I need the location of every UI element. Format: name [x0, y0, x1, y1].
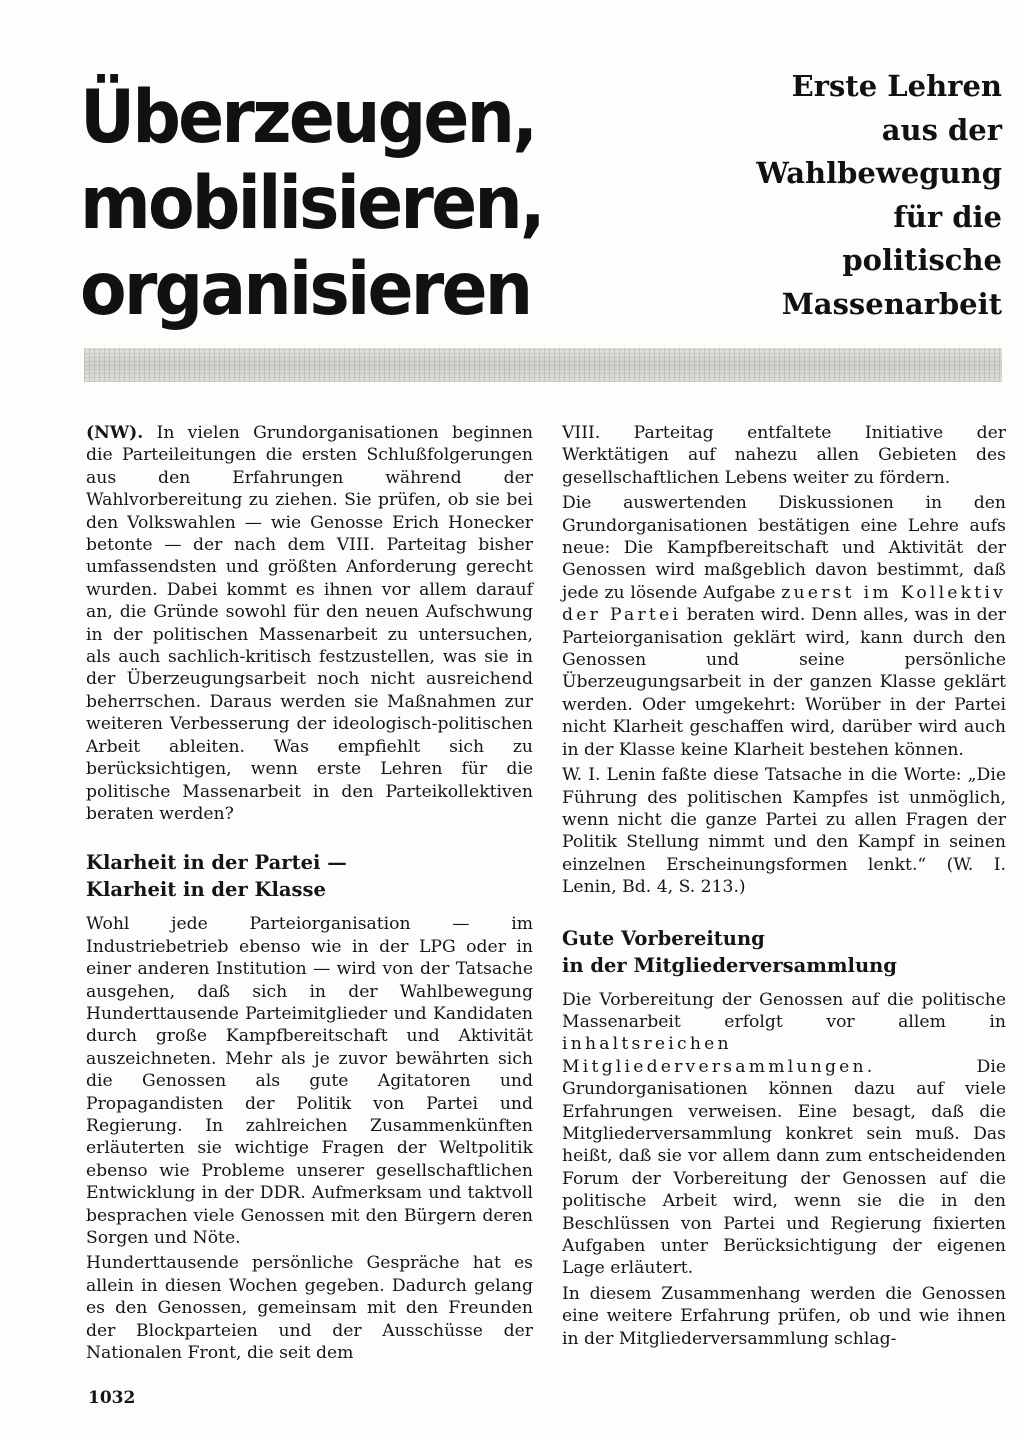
text-run: beraten wird. Denn alles, was in der Parteiorganisation geklärt wird, kann durch den Genossen und seine persönliche Überzeugungsarbeit in der ganzen Klasse geklärt werden. Oder umgekehrt: Worüber in der Partei nicht Klarheit geschaffen wird, darüber wird auch in der Klasse keine Klarheit bestehen können.	[562, 605, 1006, 760]
body-paragraph: Wohl jede Parteiorganisation — im Industriebetrieb ebenso wie in der LPG oder in einer anderen Institution — wird von der Tatsache ausgehen, daß sich in der Wahlbewegung Hunderttausende Parteimitglieder und Kandidaten durch große Kampfbereitschaft und Aktivität auszeichneten. Mehr als je zuvor bewährten sich die Genossen als gute Agitatoren und Propagandisten der Politik von Partei und Regierung. In zahlreichen Zusammenkünften erläuterten sie wichtige Fragen der Weltpolitik ebenso wie Probleme unserer gesellschaftlichen Entwicklung in der DDR. Aufmerksam und taktvoll besprachen viele Genossen mit den Bürgern deren Sorgen und Nöte.	[86, 914, 533, 1248]
subheadline-line-5: politische	[842, 243, 1002, 277]
subheadline-line-4: für die	[893, 199, 1002, 234]
headline-line-1: Überzeugen,	[80, 75, 536, 160]
headline-line-2: mobilisieren,	[80, 161, 543, 246]
emphasis-text: zuerst im Kollektiv der Partei	[562, 582, 1007, 626]
subheadline-line-1: Erste Lehren	[791, 69, 1002, 103]
page-number: 1032	[88, 1388, 136, 1408]
body-paragraph	[562, 989, 1006, 1280]
section-heading-line: in der Mitgliederversammlung	[562, 953, 897, 977]
subheadline-line-6: Massenarbeit	[781, 286, 1002, 321]
subheadline	[682, 65, 1002, 326]
section-heading-line: Klarheit in der Klasse	[86, 878, 326, 902]
right-column	[562, 422, 1006, 1350]
body-paragraph	[562, 492, 1006, 761]
body-paragraph: VIII. Parteitag entfaltete Initiative der Werktätigen auf nahezu allen Gebieten des gesellschaftlichen Lebens weiter zu fördern.	[562, 423, 1006, 488]
left-column	[86, 422, 533, 1364]
text-run: Die auswertenden Diskussionen in den Grundorganisationen bestätigen eine Lehre aufs neue: Die Kampfbereitschaft und Aktivität der Genossen wird maßgeblich davon bestimmt, daß jede zu lösende Aufgabe	[562, 493, 1006, 603]
emphasis-text: inhaltsreichen Mitgliederversammlungen.	[562, 1034, 876, 1077]
headline-line-3: organisieren	[80, 247, 531, 332]
intro-lead: (NW).	[86, 423, 144, 443]
subheadline-line-2: aus der	[881, 112, 1002, 147]
body-paragraph: Hunderttausende persönliche Gespräche hat es allein in diesen Wochen gegeben. Dadurch gelang es den Genossen, gemeinsam mit den Freunden der Blockparteien und der Ausschüsse der Nationalen Front, die seit dem	[86, 1253, 533, 1364]
intro-text: In vielen Grundorganisationen beginnen die Parteileitungen die ersten Schlußfolgerungen aus den Erfahrungen während der Wahlvorbereitung zu ziehen. Sie prüfen, ob sie bei den Volkswahlen — wie Genosse Erich Honecker betonte — der nach dem VIII. Parteitag bisher umfassendsten und größten Anforderung gerecht wurden. Dabei kommt es ihnen vor allem darauf an, die Gründe sowohl für den neuen Aufschwung in der politischen Massenarbeit zu untersuchen, als auch sachlich-kritisch festzustellen, was sie in der Überzeugungsarbeit noch nicht ausreichend beherrschen. Daraus werden sie Maßnahmen zur weiteren Verbesserung der ideologisch-politischen Arbeit ableiten. Was empfiehlt sich zu berücksichtigen, wenn erste Lehren für die politische Massenarbeit in den Parteikollektiven beraten werden?	[86, 423, 533, 824]
section-heading-klarheit	[86, 849, 533, 903]
section-heading-line: Gute Vorbereitung	[562, 926, 765, 950]
section-heading-line: Klarheit in der Partei —	[86, 851, 347, 875]
text-run: Die Grundorganisationen können dazu auf viele Erfahrungen verweisen. Eine besagt, daß die Mitgliederversammlung konkret sein muß. Das heißt, daß sie vor allem dann zum entscheidenden Forum der Vorbereitung der Genossen auf die politische Arbeit wird, wenn sie die in den Beschlüssen von Partei und Regierung fixierten Aufgaben unter Berücksichtigung der eigenen Lage erläutert.	[562, 1056, 1006, 1279]
headline	[80, 75, 582, 333]
section-heading-vorbereitung	[562, 925, 1006, 979]
halftone-divider	[84, 348, 1002, 382]
body-paragraph: In diesem Zusammenhang werden die Genossen eine weitere Erfahrung prüfen, ob und wie ihnen in der Mitgliederversammlung schlag-	[562, 1283, 1006, 1349]
intro-paragraph	[86, 422, 533, 825]
text-run: Die Vorbereitung der Genossen auf die politische Massenarbeit erfolgt vor allem in	[562, 989, 1006, 1032]
subheadline-line-3: Wahlbewegung	[756, 156, 1002, 190]
quote-paragraph: W. I. Lenin faßte diese Tatsache in die Worte: „Die Führung des politischen Kampfes ist unmöglich, wenn nicht die ganze Partei zu allen Fragen der Politik Stellung nimmt und den Kampf in seinen einzelnen Erscheinungsformen lenkt.“ (W. I. Lenin, Bd. 4, S. 213.)	[562, 765, 1006, 898]
